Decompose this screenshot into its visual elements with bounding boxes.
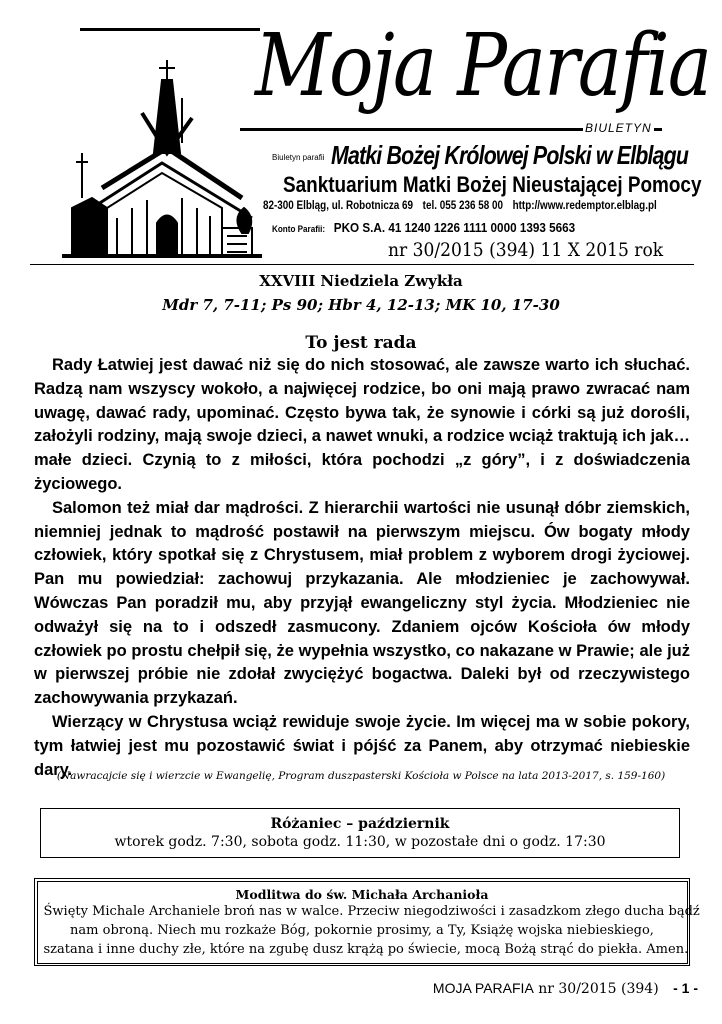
parish-prefix: Biuletyn parafii — [272, 153, 325, 162]
bulletin-subtitle: BIULETYN — [585, 121, 652, 135]
prayer-line: nam obroną. Niech mu rozkaże Bóg, pokornie prosimy, a Ty, Książę wojska niebieskiego, — [70, 922, 654, 938]
website-link[interactable]: http://www.redemptor.elblag.pl — [512, 200, 657, 212]
prayer-inner-frame — [37, 881, 700, 964]
article-paragraph: Salomon też miał dar mądrości. Z hierarchii wartości nie usunął dóbr ziemskich, niemniej jednak to mądrość postawił na pierwszym miejscu. Ów bogaty młody człowiek, który spotkał się z Chrystusem, miał problem z wyborem drogi życiowej. Pan mu powiedział: zachowuj przykazania. Ale młodzieniec je zachowywał. Wówczas Pan poradził mu, aby przyjął ewangeliczny styl życia. Młodzieniec nie odważył się na to i odszedł zasmucony. Zdaniem ojców Kościoła ów młody człowiek po prostu chełpił się, że wypełnia wszystko, co nakazane w Prawie; ale już w pierwszej próbie nie zdołał zwyciężyć bogactwa. Daleki był od rzeczywistego zachowywania przykazań. — [34, 498, 690, 708]
church-building-icon — [62, 58, 262, 258]
parish-name: Matki Bożej Królowej Polski w Elblągu — [330, 140, 688, 170]
prayer-text — [38, 902, 700, 959]
article-body — [34, 354, 690, 782]
sunday-name: XXVIII Niedziela Zwykła — [259, 272, 463, 290]
phone: tel. 055 236 58 00 — [422, 200, 503, 212]
page-footer — [433, 980, 698, 997]
page-number: - 1 - — [673, 980, 698, 996]
footer-bulletin-name: MOJA PARAFIA — [432, 980, 534, 996]
prayer-title: Modlitwa do św. Michała Archanioła — [235, 886, 489, 902]
rosary-title: Różaniec – październik — [270, 816, 450, 832]
article-source: (Nawracajcie się i wierzcie w Ewangelię, Program duszpasterski Kościoła w Polsce na lata 2013-2017, s. 159-160) — [56, 770, 666, 782]
article-paragraph: Rady Łatwiej jest dawać niż się do nich stosować, ale zawsze warto ich słuchać. Radzą nam wszyscy wokoło, a najwięcej rodzice, bo oni mają prawo zwracać nam uwagę, dawać rady, upominać. Często bywa tak, że synowie i córki są już dorośli, założyli rodziny, mają swoje dzieci, a nawet wnuki, a rodzice wciąż traktują ich jak… małe dzieci. Czynią to z miłości, która pochodzi „z góry”, i z doświadczenia życiowego. — [34, 356, 690, 493]
issue-number: nr 30/2015 (394) 11 X 2015 rok — [388, 239, 664, 261]
article-paragraph: Wierzący w Chrystusa wciąż rewiduje swoje życie. Im więcej ma w sobie pokory, tym łatwiej jest mu pozostawić świat i pójść za Panem, aby otrzymać niebieskie dary. — [34, 712, 690, 779]
account-line — [272, 220, 575, 235]
sanctuary-name: Sanktuarium Matki Bożej Nieustającej Pomocy — [283, 172, 702, 197]
contact-line — [263, 200, 664, 212]
prayer-line: Święty Michale Archaniele broń nas w walce. Przeciw niegodziwości i zasadzkom złego ducha bądź — [43, 903, 700, 919]
masthead-top-rule — [80, 28, 260, 31]
header-divider — [30, 264, 694, 265]
account-prefix: Konto Parafii: — [272, 224, 326, 234]
article-title: To jest rada — [305, 333, 417, 353]
parish-line — [272, 140, 722, 171]
rosary-times: wtorek godz. 7:30, sobota godz. 11:30, w pozostałe dni o godz. 17:30 — [114, 834, 606, 850]
readings: Mdr 7, 7-11; Ps 90; Hbr 4, 12-13; MK 10, 17-30 — [162, 296, 560, 314]
address: 82-300 Elbląg, ul. Robotnicza 69 — [263, 200, 414, 212]
footer-issue: nr 30/2015 (394) — [538, 981, 659, 997]
rosary-box — [40, 808, 680, 858]
bulletin-title: Moja Parafia — [255, 16, 711, 116]
prayer-box — [34, 878, 700, 966]
prayer-line: szatana i inne duchy złe, które na zgubę dusz krążą po świecie, mocą Bożą strąć do piekła. Amen. — [43, 941, 689, 957]
account-number: PKO S.A. 41 1240 1226 1111 0000 1393 5663 — [333, 220, 576, 235]
